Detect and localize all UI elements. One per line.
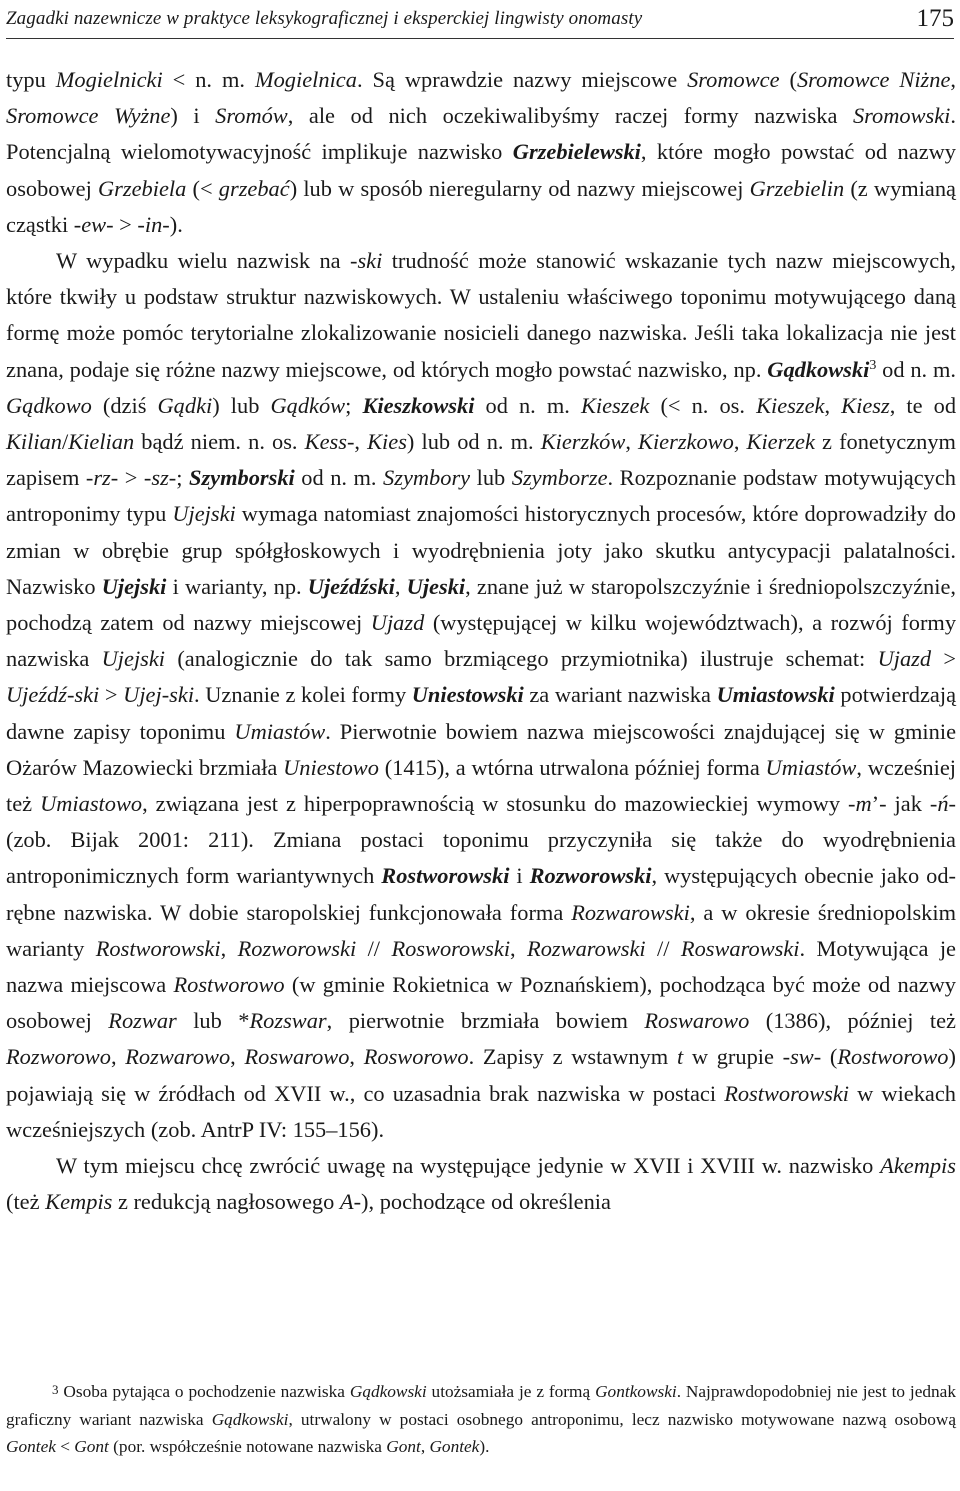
footnote-marker: 3	[52, 1382, 59, 1397]
italic-term: Sromów	[215, 103, 288, 129]
text-run: za wariant nazwiska	[523, 682, 717, 708]
surname-headword: Ujeźdźski	[307, 573, 395, 599]
text-run: -), pochodzące od określenia	[353, 1189, 611, 1215]
paragraph-1	[6, 62, 956, 243]
italic-term: Kieszek	[580, 392, 650, 418]
italic-term: Rostworowski	[95, 935, 221, 961]
text-run: W tym miejscu chcę zwrócić uwagę na występujące jedynie w XVII i XVIII w. nazwisko	[56, 1153, 881, 1179]
footnotes	[6, 1378, 956, 1461]
text-run: ) lub	[212, 392, 271, 418]
surname-headword: Rostworowski	[381, 863, 510, 889]
text-run: /	[62, 429, 69, 455]
italic-term: Mogielnica	[254, 67, 357, 92]
italic-term: -ew-	[73, 211, 114, 237]
italic-term: -ski	[349, 248, 383, 274]
italic-term: t	[676, 1044, 684, 1070]
text-run: lub	[470, 465, 512, 491]
italic-term: A	[339, 1189, 354, 1215]
italic-term: Mogielnicki	[55, 67, 163, 92]
italic-term: grzebać	[218, 175, 290, 201]
text-run: Osoba pytająca o pochodzenie nazwiska	[58, 1382, 350, 1401]
text-run: (analogicznie do tak samo brzmiącego przymiotnika) ilustruje schemat:	[165, 646, 878, 672]
italic-term: Umiastów	[765, 754, 857, 780]
italic-term: Gądków	[270, 392, 346, 418]
italic-term: Roswarowo	[244, 1044, 350, 1070]
italic-term: Umiastowo	[40, 791, 143, 817]
italic-term: Ujazd	[370, 610, 425, 636]
text-run: ,	[950, 67, 956, 92]
text-run: . Pierwotnie bowiem nazwa miejscowości znajdującej się w gminie Ożarów Mazowiecki brzmiała	[6, 718, 957, 780]
surname-headword: Uniestowski	[411, 682, 524, 708]
italic-term: Rostworowo	[173, 972, 285, 998]
text-run: . Najprawdopodobniej nie jest to jednak graficzny wariant nazwiska	[6, 1382, 956, 1429]
text-run: //	[356, 935, 392, 961]
surname-headword: Rozworowski	[529, 863, 652, 889]
italic-term: Rozworowski	[237, 935, 357, 961]
italic-term: Kieszek	[756, 392, 825, 418]
text-run: < n. m.	[162, 67, 255, 92]
text-run: , występujących obecnie jako odrębne nazwiska. W dobie staropolskiej funkcjonowała forma	[6, 863, 956, 925]
text-run: od n. m.	[294, 465, 384, 491]
italic-term: Akempis	[880, 1153, 956, 1179]
text-run: ) lub w sposób nieregularny od nazwy miejscowej	[289, 175, 750, 201]
italic-term: Sromowce Niżne	[796, 67, 951, 92]
text-run: ,	[420, 1437, 430, 1457]
text-run: ,	[733, 429, 747, 455]
text-run: ,	[394, 573, 407, 599]
text-run: (1386), później też	[749, 1008, 956, 1034]
text-run: lub *	[176, 1008, 250, 1034]
text-run: ) pojawiają się w źródłach od XVII w., co uzasadnia brak nazwiska w postaci	[6, 1044, 956, 1106]
italic-term: Rozswar	[249, 1008, 327, 1034]
surname-headword: Umiastowski	[716, 682, 835, 708]
italic-term: Gont	[386, 1437, 421, 1457]
text-run: . Potencjalną wielomotywacyjność implikuje nazwisko	[6, 103, 956, 165]
italic-term: Kess-	[304, 429, 355, 455]
text-run: utożsamiała je z formą	[426, 1382, 596, 1401]
italic-term: Sromowski	[852, 103, 951, 129]
italic-term: Umiastów	[234, 718, 326, 744]
text-run: bądź niem. n. os.	[134, 429, 305, 455]
italic-term: Rosworowo	[363, 1044, 469, 1070]
text-run: w wiekach wcześniejszych (zob. AntrP IV: 155–156).	[6, 1080, 956, 1142]
text-run: ,	[230, 1044, 245, 1070]
text-run: . Są wprawdzie nazwy miejscowe	[356, 67, 688, 92]
text-run: ;	[345, 392, 363, 418]
text-run: i	[509, 863, 530, 889]
italic-term: -rz-	[85, 465, 119, 491]
text-run: , te od	[889, 392, 957, 418]
text-run: (< n. os.	[649, 392, 757, 418]
text-run: . Uznanie z kolei formy	[194, 682, 412, 708]
italic-term: Uniestowo	[283, 754, 379, 780]
italic-term: Gądki	[157, 392, 213, 418]
italic-term: Roswarowski	[680, 935, 800, 961]
text-run: , związana jest z hiperpoprawnością w stosunku do mazowieckiej wymowy	[142, 791, 848, 817]
italic-term: Szymborze	[511, 465, 608, 491]
text-run: ,	[220, 935, 238, 961]
italic-term: Rozwarowo	[125, 1044, 231, 1070]
italic-term: Gontek	[429, 1437, 480, 1457]
italic-term: Gądkowo	[6, 392, 92, 418]
text-run: , ale od nich oczekiwalibyśmy raczej formy nazwiska	[287, 103, 853, 129]
italic-term: Kierzek	[746, 429, 815, 455]
italic-term: Gontek	[6, 1437, 56, 1457]
text-run: od n. m.	[876, 356, 956, 382]
text-run: (	[821, 1044, 838, 1070]
text-run: ) i	[170, 103, 216, 129]
text-run: (<	[186, 175, 219, 201]
italic-term: Gontkowski	[595, 1382, 677, 1401]
running-header	[6, 0, 954, 39]
italic-term: Rostworowo	[837, 1044, 949, 1070]
text-run: >	[931, 646, 956, 672]
text-run: . Zapisy z wstawnym	[468, 1044, 677, 1070]
text-run: , a w okresie średniopolskim warianty	[6, 899, 956, 961]
italic-term: -in-	[137, 211, 170, 237]
text-run: , znane już w staropolszczyźnie i średniopolszczyźnie, pochodzą zatem od nazwy miejscowej	[6, 573, 956, 636]
text-run: ,	[110, 1044, 126, 1070]
italic-term: Grzebiela	[98, 175, 187, 201]
italic-term: Ujazd	[877, 646, 932, 672]
text-run: . Motywująca je nazwa miejscowa	[6, 935, 956, 998]
paragraph-2	[6, 243, 956, 1148]
page-number: 175	[916, 5, 954, 32]
italic-term: Kiesz	[841, 392, 890, 418]
italic-term: -m	[848, 791, 872, 817]
italic-term: Rozwarowski	[527, 935, 646, 961]
italic-term: Kielian	[68, 429, 135, 455]
italic-term: Kierzkowo	[638, 429, 734, 455]
text-run: W wypadku wielu nazwisk na	[56, 248, 350, 274]
text-run: , wcześniej też	[6, 754, 957, 817]
italic-term: Szymbory	[383, 465, 471, 491]
main-text	[6, 62, 956, 1221]
italic-term: Ujeźdź-ski	[6, 682, 100, 708]
running-title: Zagadki nazewnicze w praktyce leksykograficznej i eksperckiej lingwisty onomasty	[6, 8, 643, 29]
italic-term: Gądkowski	[211, 1409, 289, 1429]
italic-term: Roswarowo	[644, 1008, 750, 1034]
text-run: wymaga natomiast znajomości historycznych procesów, które doprowadziły do zmian w obrębie grup spółgłoskowych i wyodrębnienia joty jako skutku antycypacji palatalności. Nazwisko	[6, 501, 956, 599]
text-run: ’- jak	[871, 791, 930, 817]
text-run: , pierwotnie brzmiała bowiem	[326, 1008, 645, 1034]
text-run: (w gminie Rokietnica w Poznańskiem), pochodząca być może od nazwy osobowej	[6, 972, 956, 1034]
italic-term: Rozwarowski	[571, 899, 690, 925]
text-run: (z wymianą cząstki	[6, 175, 956, 237]
text-run: . Rozpoznanie podstaw motywujących antroponimy typu	[6, 465, 957, 527]
italic-term: Gont	[74, 1437, 109, 1457]
text-run: ,	[510, 935, 528, 961]
text-run: ).	[169, 211, 183, 237]
text-run: ,	[625, 429, 639, 455]
italic-term: Gądkowski	[349, 1382, 427, 1401]
text-run: z redukcją nagłosowego	[112, 1189, 340, 1215]
text-run: ,	[824, 392, 842, 418]
surname-headword: Gądkowski	[767, 356, 870, 382]
italic-term: Sromowce	[687, 67, 780, 92]
italic-term: Kilian	[6, 429, 62, 455]
text-run: z fonetycznym zapisem	[6, 429, 956, 491]
italic-term: -sw-	[782, 1044, 822, 1070]
italic-term: -ń-	[929, 791, 956, 817]
text-run: , utrwalony w postaci osobnego antroponimu, lecz nazwisko motywowane nazwą osobową	[288, 1409, 956, 1429]
text-run: , które mogło powstać od nazwy osobowej	[6, 139, 956, 201]
text-run: typu	[6, 67, 56, 92]
italic-term: Kierzków	[540, 429, 626, 455]
surname-headword: Szymborski	[189, 465, 295, 491]
text-run: ).	[479, 1437, 490, 1457]
text-run: (zob. Bijak 2001: 211). Zmiana postaci toponimu przyczyniła się także do wyodrębnienia antroponimicznych form wariantywnych	[6, 827, 956, 889]
text-run: >	[118, 465, 144, 491]
text-run: (	[779, 67, 797, 92]
surname-headword: Kieszkowski	[362, 392, 475, 418]
text-run: >	[99, 682, 124, 708]
italic-term: Ujejski	[172, 501, 236, 527]
surname-headword: Ujeski	[406, 573, 466, 599]
paragraph-3	[6, 1148, 956, 1220]
italic-term: Ujej-ski	[123, 682, 195, 708]
italic-term: Rozworowo	[6, 1044, 111, 1070]
text-run: (1415), a wtórna utrwalona później forma	[378, 754, 766, 780]
text-run: i warianty, np.	[166, 573, 308, 599]
italic-term: Kempis	[45, 1189, 113, 1215]
italic-term: Rostworowski	[724, 1080, 850, 1106]
text-run: ,	[349, 1044, 364, 1070]
surname-headword: Ujejski	[101, 573, 167, 599]
italic-term: Sromowce Wyżne	[6, 103, 171, 129]
text-run: potwierdzają dawne zapisy toponimu	[6, 682, 957, 744]
text-run: trudność może stanowić wskazanie tych nazw miejscowych, które tkwiły u podstaw struktur nazwiskowych. W ustaleniu właściwego toponimu motywującego daną formę może pomóc terytorialne zlokalizowanie nosicieli danego nazwiska. Jeśli taka lokalizacja nie jest znana, podaje się różne nazwy miejscowe, od których mogło powstać nazwisko, np.	[6, 248, 956, 382]
text-run: (dziś	[91, 392, 158, 418]
text-run: ;	[176, 465, 189, 491]
text-run: (występującej w kilku województwach), a rozwój formy nazwiska	[6, 610, 957, 672]
text-run: ) lub od n. m.	[406, 429, 541, 455]
text-run: <	[55, 1437, 75, 1457]
text-run: od n. m.	[474, 392, 581, 418]
text-run: >	[113, 211, 138, 237]
surname-headword: Grzebielewski	[512, 139, 641, 165]
text-run: (też	[6, 1189, 46, 1215]
italic-term: Grzebielin	[749, 175, 845, 201]
footnote-reference[interactable]: 3	[869, 357, 877, 373]
italic-term: Ujejski	[101, 646, 166, 672]
footnote-3	[6, 1378, 956, 1461]
italic-term: Rosworowski	[391, 935, 511, 961]
text-run: ,	[354, 429, 368, 455]
text-run: w grupie	[683, 1044, 783, 1070]
italic-term: Kies	[367, 429, 407, 455]
italic-term: Rozwar	[108, 1008, 177, 1034]
text-run: (por. współcześnie notowane nazwiska	[108, 1437, 387, 1457]
italic-term: -sz-	[143, 465, 177, 491]
text-run: //	[645, 935, 681, 961]
